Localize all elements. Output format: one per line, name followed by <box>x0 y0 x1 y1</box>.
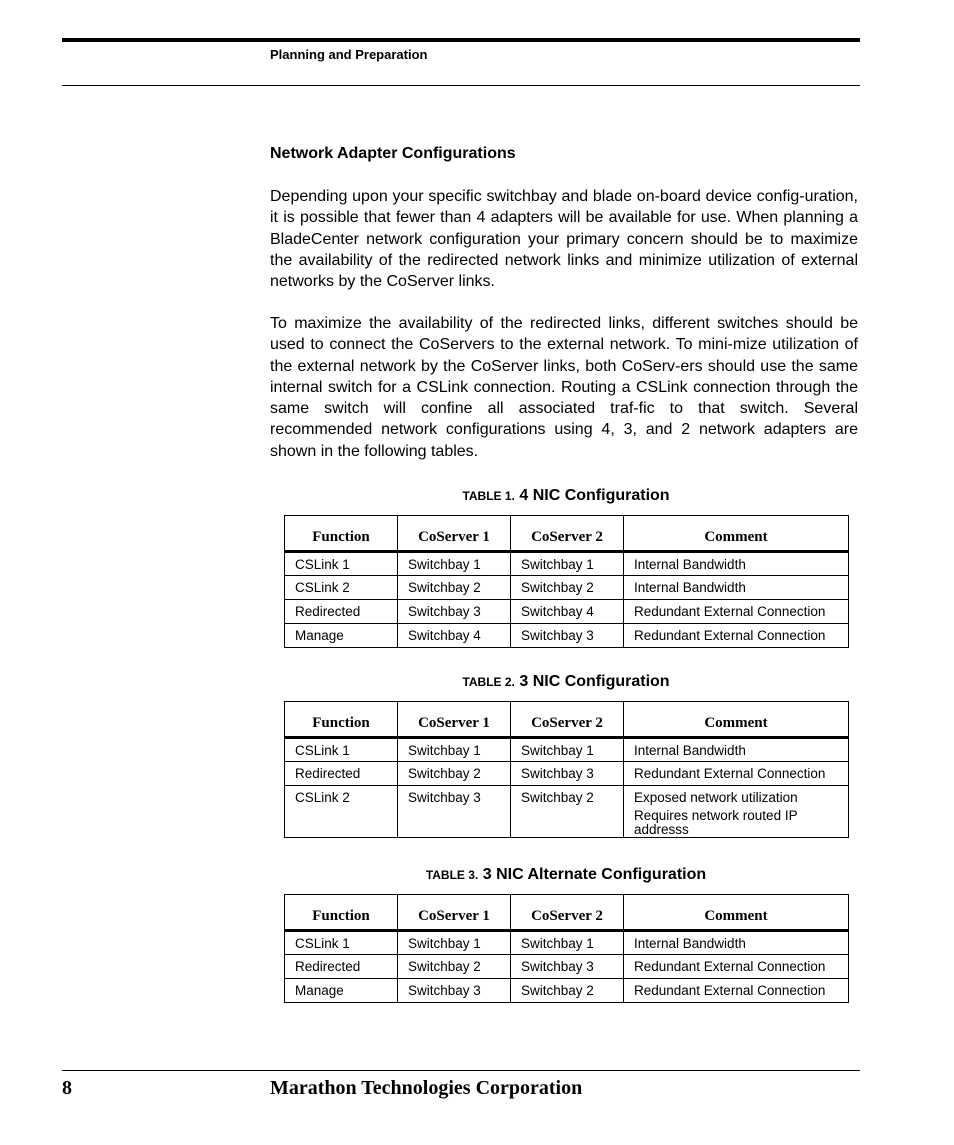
table-header-row <box>285 895 849 931</box>
table-cell <box>624 786 849 838</box>
table-cell <box>624 955 849 979</box>
running-header: Planning and Preparation <box>270 47 428 62</box>
table-cell: Switchbay 3 <box>511 955 624 979</box>
table-2-label: TABLE 2. <box>462 675 515 689</box>
table-1-caption <box>284 487 848 505</box>
table-2 <box>284 701 849 838</box>
table-cell: Switchbay 2 <box>398 955 511 979</box>
column-header: CoServer 2 <box>511 516 624 552</box>
table-cell: Redirected <box>285 955 398 979</box>
paragraph-2: To maximize the availability of the redirected links, different switches should be used to connect the CoServers to the external network. To mini-mize utilization of the external network by the CoServer links, both CoServ-ers should use the same internal switch for a CSLink connection. Routing a CSLink connection through the same switch will confine all associated traf-fic to that switch. Several recommended network configurations using 4, 3, and 2 network adapters are shown in the following tables. <box>270 315 858 460</box>
table-cell <box>624 979 849 1003</box>
column-header: Comment <box>624 895 849 931</box>
table-cell: Manage <box>285 979 398 1003</box>
comment-line: Internal Bandwidth <box>634 936 746 951</box>
footer-company: Marathon Technologies Corporation <box>270 1077 583 1099</box>
table-cell: Manage <box>285 624 398 648</box>
comment-line: Redundant External Connection <box>634 628 826 643</box>
table-cell: Switchbay 1 <box>398 931 511 955</box>
table-cell: Redirected <box>285 762 398 786</box>
page-number: 8 <box>62 1077 72 1099</box>
table-1 <box>284 515 849 648</box>
column-header: Comment <box>624 702 849 738</box>
table-cell: Switchbay 2 <box>398 762 511 786</box>
table-cell <box>624 552 849 576</box>
comment-line: Internal Bandwidth <box>634 557 746 572</box>
table-cell: CSLink 2 <box>285 576 398 600</box>
table-cell <box>624 576 849 600</box>
table-cell: Switchbay 4 <box>398 624 511 648</box>
column-header: CoServer 1 <box>398 516 511 552</box>
table-cell: Switchbay 1 <box>511 738 624 762</box>
table-cell: Switchbay 1 <box>398 552 511 576</box>
table-1-title: 4 NIC Configuration <box>519 487 670 504</box>
comment-line: Redundant External Connection <box>634 766 826 781</box>
table-2-caption <box>284 673 848 691</box>
table-row <box>285 624 849 648</box>
table-row <box>285 600 849 624</box>
column-header: Function <box>285 516 398 552</box>
table-cell: CSLink 2 <box>285 786 398 838</box>
table-cell: CSLink 1 <box>285 738 398 762</box>
table-row <box>285 552 849 576</box>
table-3-title: 3 NIC Alternate Configuration <box>482 866 707 883</box>
table-cell: Switchbay 1 <box>511 931 624 955</box>
table-3 <box>284 894 849 1003</box>
table-cell: Switchbay 1 <box>398 738 511 762</box>
comment-line: Exposed network utilization <box>634 790 798 805</box>
column-header: CoServer 2 <box>511 702 624 738</box>
table-row <box>285 931 849 955</box>
comment-line: Redundant External Connection <box>634 604 826 619</box>
table-3-caption <box>284 866 848 884</box>
table-cell: Switchbay 2 <box>398 576 511 600</box>
table-cell <box>624 738 849 762</box>
table-1-label: TABLE 1. <box>462 489 515 503</box>
table-cell: Switchbay 2 <box>511 576 624 600</box>
column-header: Function <box>285 702 398 738</box>
paragraph-1: Depending upon your specific switchbay and blade on-board device config-uration, it is possible that fewer than 4 adapters will be available for use. When planning a BladeCenter network configuration your primary concern should be to maximize the availability of the redirected network links and minimize utilization of external networks by the CoServer links. <box>270 188 858 291</box>
table-cell: Switchbay 3 <box>511 624 624 648</box>
header-rule-thick <box>62 38 860 42</box>
table-row <box>285 762 849 786</box>
table-row <box>285 979 849 1003</box>
table-cell: Switchbay 3 <box>398 979 511 1003</box>
table-cell: Redirected <box>285 600 398 624</box>
header-rule-thin <box>62 85 860 86</box>
table-3-label: TABLE 3. <box>425 868 479 882</box>
table-cell: Switchbay 2 <box>511 786 624 838</box>
table-row <box>285 786 849 838</box>
comment-line: Redundant External Connection <box>634 983 826 998</box>
table-cell: Switchbay 4 <box>511 600 624 624</box>
comment-line: Internal Bandwidth <box>634 743 746 758</box>
comment-line: Redundant External Connection <box>634 959 826 974</box>
column-header: CoServer 1 <box>398 702 511 738</box>
section-title: Network Adapter Configurations <box>270 145 516 162</box>
table-header-row <box>285 702 849 738</box>
table-cell <box>624 600 849 624</box>
table-row <box>285 576 849 600</box>
table-cell <box>624 762 849 786</box>
table-cell: Switchbay 3 <box>398 786 511 838</box>
table-cell <box>624 624 849 648</box>
table-cell: Switchbay 1 <box>511 552 624 576</box>
table-row <box>285 738 849 762</box>
column-header: Comment <box>624 516 849 552</box>
table-cell: CSLink 1 <box>285 931 398 955</box>
footer-rule <box>62 1070 860 1071</box>
table-cell: Switchbay 2 <box>511 979 624 1003</box>
column-header: CoServer 2 <box>511 895 624 931</box>
comment-line: Requires network routed IP addresss <box>634 808 798 837</box>
column-header: Function <box>285 895 398 931</box>
column-header: CoServer 1 <box>398 895 511 931</box>
table-cell: Switchbay 3 <box>398 600 511 624</box>
table-cell: Switchbay 3 <box>511 762 624 786</box>
table-2-title: 3 NIC Configuration <box>519 673 670 690</box>
table-row <box>285 955 849 979</box>
table-cell: CSLink 1 <box>285 552 398 576</box>
comment-line: Internal Bandwidth <box>634 580 746 595</box>
table-cell <box>624 931 849 955</box>
table-header-row <box>285 516 849 552</box>
